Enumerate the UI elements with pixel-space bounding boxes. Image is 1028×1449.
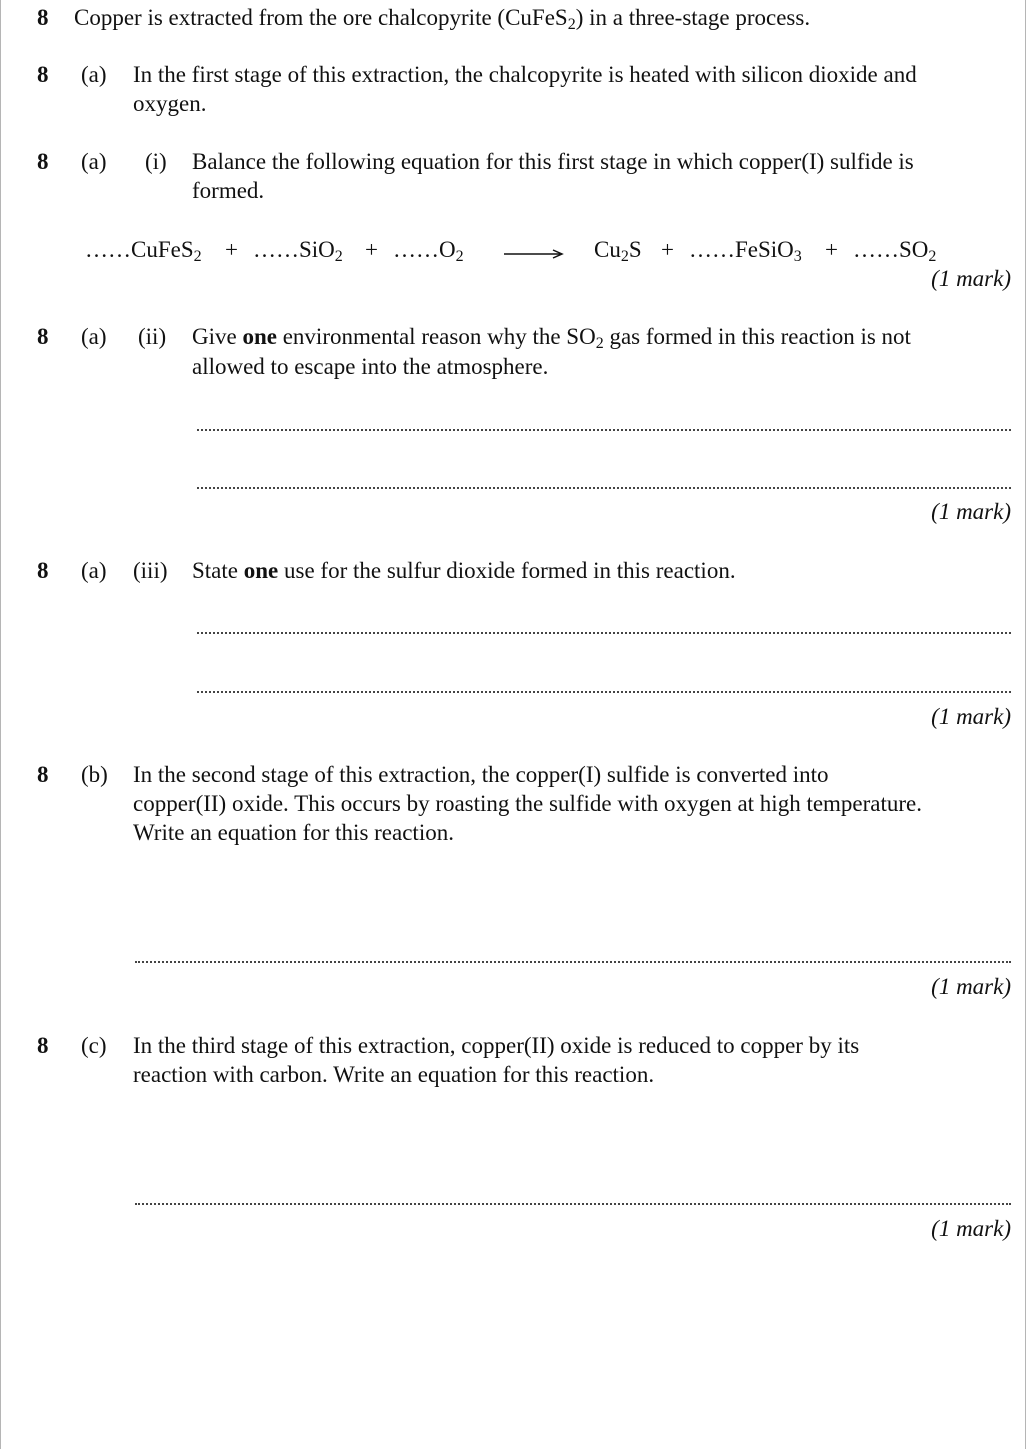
reaction-arrow-icon — [504, 248, 564, 260]
part-label: (c) — [81, 1033, 107, 1058]
part-aii-text-line2: allowed to escape into the atmosphere. — [192, 354, 549, 379]
subpart-label: (ii) — [138, 324, 167, 349]
part-aiii-text: State one use for the sulfur dioxide formed in this reaction. — [192, 558, 736, 583]
question-number: 8 — [37, 5, 49, 30]
product-fesio3: ……FeSiO$_3$ — [689, 237, 802, 265]
subpart-label: (iii) — [133, 558, 168, 583]
question-number: 8 — [37, 62, 49, 87]
part-label: (a) — [81, 324, 107, 349]
mark-allocation: (1 mark) — [931, 1216, 1011, 1241]
mark-allocation: (1 mark) — [931, 704, 1011, 729]
part-b-text-line1: In the second stage of this extraction, the copper(I) sulfide is converted into — [133, 762, 829, 787]
question-number: 8 — [37, 324, 49, 349]
answer-line[interactable] — [135, 961, 1011, 963]
product-so2: $\dots\dots SO_2$ — [853, 237, 937, 265]
plus-sign: + — [661, 237, 674, 262]
answer-line[interactable] — [197, 429, 1011, 431]
part-label: (a) — [81, 558, 107, 583]
answer-line[interactable] — [197, 691, 1011, 693]
question-number: 8 — [37, 1033, 49, 1058]
part-a-text-line2: oxygen. — [133, 91, 207, 116]
question-number: 8 — [37, 762, 49, 787]
answer-line[interactable] — [135, 1203, 1011, 1205]
product-cu2s: $Cu_2S$ — [594, 237, 642, 265]
plus-sign: + — [825, 237, 838, 262]
part-a-text-line1: In the first stage of this extraction, the chalcopyrite is heated with silicon dioxide and — [133, 62, 917, 87]
part-ai-text-line1: Balance the following equation for this first stage in which copper(I) sulfide is — [192, 149, 914, 174]
answer-line[interactable] — [197, 487, 1011, 489]
reactant-sio2: ……SiO$_2$ — [253, 237, 343, 265]
part-c-text-line2: reaction with carbon. Write an equation for this reaction. — [133, 1062, 655, 1087]
question-number: 8 — [37, 558, 49, 583]
mark-allocation: (1 mark) — [931, 974, 1011, 999]
answer-line[interactable] — [197, 632, 1011, 634]
mark-allocation: (1 mark) — [931, 266, 1011, 291]
mark-allocation: (1 mark) — [931, 499, 1011, 524]
plus-sign: + — [365, 237, 378, 262]
part-label: (a) — [81, 149, 107, 174]
intro-text: Copper is extracted from the ore chalcopyrite (CuFeS$_2$) in a three-stage process. — [74, 5, 811, 33]
question-number: 8 — [37, 149, 49, 174]
part-b-text-line2: copper(II) oxide. This occurs by roasting the sulfide with oxygen at high temperature. — [133, 791, 923, 816]
part-label: (a) — [81, 62, 107, 87]
part-c-text-line1: In the third stage of this extraction, copper(II) oxide is reduced to copper by its — [133, 1033, 860, 1058]
reactant-o2: $\dots\dots O_2$ — [393, 237, 464, 265]
reactant-cufes2: ……CuFeS$_2$ — [85, 237, 202, 265]
part-b-text-line3: Write an equation for this reaction. — [133, 820, 454, 845]
part-ai-text-line2: formed. — [192, 178, 265, 203]
subpart-label: (i) — [145, 149, 167, 174]
part-label: (b) — [81, 762, 108, 787]
part-aii-text-line1: Give one environmental reason why the $SO_2$ gas formed in this reaction is not — [192, 324, 911, 352]
plus-sign: + — [225, 237, 238, 262]
